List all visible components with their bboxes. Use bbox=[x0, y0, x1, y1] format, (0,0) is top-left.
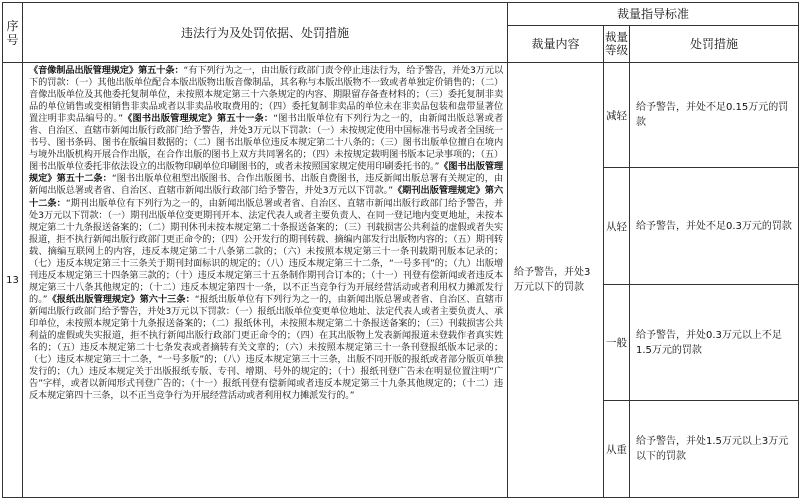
law-article-body: “图书出版单位租型出版图书、合作出版图书、出版自费图书，违反新闻出版总署有关规定的，由新闻出版总署或者省、自治区、直辖市新闻出版行政部门给予警告，并处3万元以下罚款。” bbox=[29, 173, 504, 197]
level-label: 一般 bbox=[606, 337, 627, 349]
level-cell bbox=[604, 63, 630, 168]
law-article-body: “图书出版单位有下列行为之一的，由新闻出版总署或者省、自治区、直辖市新闻出版行政部门给予警告，并处3万元以下罚款：（一）未按规定使用中国标准书号或者全国统一书号、图书条码、图书在版编目数据的；（二）图书出版单位违反本规定第二十八条的；（三）图书出版单位擅自在境内与境外出版机构开展合作出版，在合作出版的图书上双方共同署名的；（四）未按规定载明图书版本记录事项的；（五）图书出版单位委托非依法设立的出版物印刷单位印刷图书的，或者未按照国家规定使用印刷委托书的。” bbox=[29, 113, 504, 173]
header-seq-label: 序号 bbox=[6, 18, 19, 47]
row-seq bbox=[3, 63, 23, 498]
measure-text: 给予警告，并处0.3万元以上不足1.5万元的罚款 bbox=[636, 329, 782, 356]
header-violation-label: 违法行为及处罚依据、处罚措施 bbox=[180, 25, 349, 40]
law-article-body: “报纸出版单位有下列行为之一的，由新闻出版总署或者省、自治区、直辖市新闻出版行政部门给予警告，并处3万元以下罚款：（一）报纸出版单位变更单位地址、法定代表人或者主要负责人、承印单位，未按照本规定第十九条报送备案的；（二）报纸休刊，未按照本规定第二十条报送备案的；（三）刊载损害公共利益的虚假或失实报道，拒不执行新闻出版行政部门更正命令的；（四）在其出版物上发表新闻报道未登载作者真实姓名的；（五）违反本规定第二十七条发表或者摘转有关文章的；（六）未按照本规定第三十一条刊登报纸版本记录的；（七）违反本规定第三十二条，“一号多版”的；（八）违反本规定第三十三条，出版不同开版的报纸或者部分版页单独发行的；（九）违反本规定关于出版报纸专版、专刊、增期、号外的规定的；（十）报纸刊登广告未在明显位置注明“广告”字样，或者以新闻形式刊登广告的；（十一）报纸刊登有偿新闻或者违反本规定第三十九条其他规定的；（十二）违反本规定第四十三条，以不正当竞争行为开展经营活动或者利用权力摊派发行的。” bbox=[29, 293, 503, 402]
header-standard-label: 裁量指导标准 bbox=[617, 7, 690, 21]
law-article-heading: 《图书出版管理规定》第五十二条： bbox=[29, 161, 503, 185]
header-content bbox=[508, 26, 604, 63]
header-level bbox=[604, 26, 630, 63]
law-article-body: “有下列行为之一，由出版行政部门责令停止违法行为，给予警告，并处3万元以下的罚款：（一）其他出版单位配合本版出版物出版音像制品，其名称与本版出版物不一致或者单独定价销售的；（二）音像出版单位及其他委托复制单位，未按照本规定第三十六条规定的内容、期限留存备查材料的；（三）委托复制非卖品的单位销售或变相销售非卖品或者以非卖品收取费用的；（四）委托复制非卖品的单位未在非卖品包装和盘带显著位置注明非卖品编号的。” bbox=[29, 65, 503, 125]
measure-text: 给予警告，并处1.5万元以上3万元以下的罚款 bbox=[636, 436, 789, 462]
law-article-heading: 《图书出版管理规定》第五十一条： bbox=[122, 113, 274, 125]
measure-cell bbox=[630, 168, 799, 285]
law-article-heading: 《音像制品出版管理规定》第五十条： bbox=[29, 65, 184, 76]
measure-cell bbox=[630, 285, 799, 401]
level-label: 减轻 bbox=[606, 109, 627, 122]
level-cell bbox=[604, 401, 630, 498]
row-seq-number: 13 bbox=[6, 274, 19, 286]
measure-text: 给予警告，并处不足0.3万元的罚款 bbox=[636, 220, 792, 232]
level-cell bbox=[604, 285, 630, 401]
header-standard bbox=[508, 3, 799, 26]
penalty-table bbox=[2, 2, 799, 498]
header-level-label: 裁量等级 bbox=[605, 30, 628, 57]
law-article-body: “期刊出版单位有下列行为之一的，由新闻出版总署或者省、自治区、直辖市新闻出版行政部门给予警告，并处3万元以下罚款：（一）期刊出版单位变更期刊开本、法定代表人或者主要负责人、在同一登记地内变更地址，未按本规定第二十九条报送备案的；（二）期刊休刊未按本规定第二十条报送备案的；（三）刊载损害公共利益的虚假或者失实报道，拒不执行新闻出版行政部门更正命令的；（四）公开发行的期刊转载、摘编内部发行出版物内容的；（五）期刊转载、摘编互联网上的内容，违反本规定第二十八条第二款的；（六）未按照本规定第三十一条刊载期刊版本记录的；（七）违反本规定第三十三条关于期刊封面标识的规定的；（八）违反本规定第三十二条，“一号多刊”的；（九）出版增刊违反本规定第三十四条第三款的；（十）违反本规定第三十五条制作期刊合订本的；（十一）刊登有偿新闻或者违反本规定第三十八条其他规定的；（十二）违反本规定第四十一条，以不正当竞争行为开展经营活动或者利用权力摊派发行的。” bbox=[29, 197, 504, 305]
law-text-cell bbox=[23, 63, 508, 498]
discretion-content-text: 给予警告，并处3万元以下的罚款 bbox=[514, 267, 591, 293]
header-content-label: 裁量内容 bbox=[531, 37, 580, 51]
measure-cell bbox=[630, 401, 799, 498]
measure-text: 给予警告，并处不足0.15万元的罚款 bbox=[636, 102, 789, 128]
law-article-heading: 《期刊出版管理规定》第六十二条： bbox=[29, 185, 503, 209]
level-label: 从轻 bbox=[606, 220, 627, 233]
header-measure bbox=[630, 26, 799, 63]
level-label: 从重 bbox=[606, 443, 627, 456]
header-violation bbox=[23, 3, 508, 63]
law-text bbox=[29, 65, 503, 402]
law-article-heading: 《报纸出版管理规定》第六十三条： bbox=[47, 293, 195, 305]
header-seq bbox=[3, 3, 23, 63]
discretion-content bbox=[508, 63, 604, 498]
header-measure-label: 处罚措施 bbox=[690, 37, 739, 51]
level-cell bbox=[604, 168, 630, 285]
measure-cell bbox=[630, 63, 799, 168]
